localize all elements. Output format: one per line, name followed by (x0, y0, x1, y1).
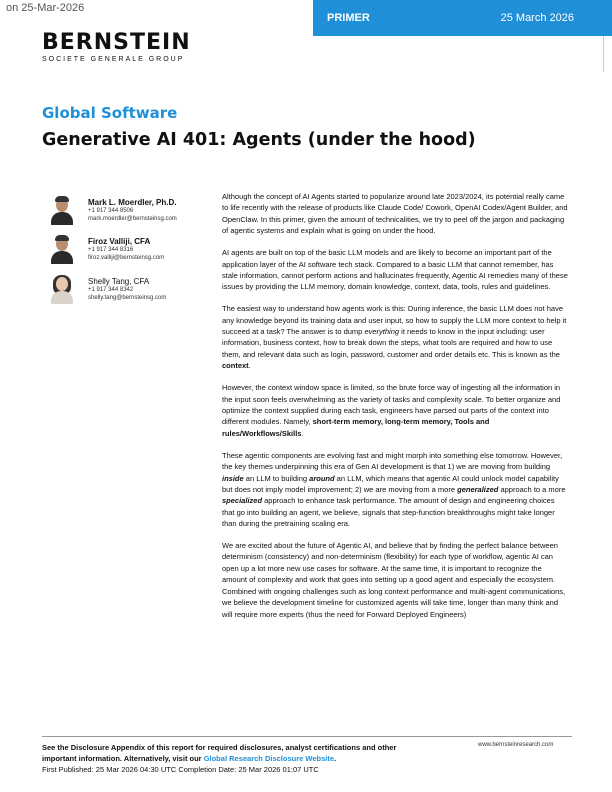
report-title: Generative AI 401: Agents (under the hood) (42, 130, 476, 150)
analyst-phone: +1 917 344 8506 (88, 208, 134, 214)
sector-heading: Global Software (42, 104, 178, 122)
side-tab (603, 36, 612, 72)
analyst-email[interactable]: mark.moerdler@bernsteinsg.com (88, 216, 177, 222)
paragraph: These agentic components are evolving fast and might morph into something else tomorrow. However, the key themes underpinning this era of Gen AI development is that 1) we are moving from building inside an LLM to building around an LLM, which means that agentic AI could unlock model capability but does not imply model improvement; 2) we are moving from a more generalized approach to a more specialized approach to enhance task performance. The amount of design and engineering choices that go into building an agent, we believe, signals that step-function breakthroughs might take longer than during the pretraining scaling era. (222, 450, 566, 529)
company-logo-subtitle: SOCIETE GENERALE GROUP (42, 56, 185, 63)
analyst-email[interactable]: firoz.valliji@bernsteinsg.com (88, 255, 165, 261)
paragraph: However, the context window space is limited, so the brute force way of ingesting all the information in the input soon feels overwhelming as the variety of tasks and complexity scale. To better organize and optimize the context supplied during each task, engineers have parsed out parts of the context into different modules. Namely, short-term memory, long-term memory, Tools and rules/Workflows/Skills. (222, 383, 561, 438)
header-bar (313, 0, 612, 36)
publish-info: First Published: 25 Mar 2026 04:30 UTC Completion Date: 25 Mar 2026 01:07 UTC (42, 765, 319, 774)
analyst-email[interactable]: shelly.tang@bernsteinsg.com (88, 295, 167, 301)
report-body (222, 191, 568, 630)
analyst-name: Shelly Tang, CFA (88, 277, 150, 286)
analyst-name: Firoz Valliji, CFA (88, 237, 151, 246)
paragraph: AI agents are built on top of the basic LLM models and are likely to become an important part of the application layer of the AI software tech stack. Compared to a basic LLM that cannot remember, has stale information, cannot perform actions and hallucinates frequently, Agentic AI remedies many of these issues by providing the LLM memory, domain knowledge, context, data, tools, rules and guidelines. (222, 248, 568, 292)
disclosure-line: important information. Alternatively, visit our Global Research Disclosure Website. (42, 754, 337, 763)
disclosure-line: See the Disclosure Appendix of this report for required disclosures, analyst certifications and other (42, 743, 397, 752)
company-logo: BERNSTEIN (42, 30, 191, 55)
paragraph: Although the concept of AI Agents started to popularize around late 2023/2024, its potential really came to life recently with the release of products like Claude Code/ Cowork, OpenAI Codex/Agent Builder, and OpenClaw. In this primer, given the amount of technicalities, we try to peel off the jargon and packaging of agentic systems and explain what is going on under the hood. (222, 192, 568, 236)
website-link[interactable]: www.bernsteinresearch.com (478, 742, 554, 748)
doc-type-label: PRIMER (327, 12, 370, 24)
doc-date: 25 March 2026 (500, 12, 574, 24)
disclosure-website-link[interactable]: Global Research Disclosure Website (203, 754, 335, 763)
watermark-date: on 25-Mar-2026 (6, 2, 85, 14)
analyst-photo (48, 234, 76, 264)
analyst-photo (48, 274, 76, 304)
disclosure-footer (42, 742, 442, 775)
analyst-phone: +1 917 344 8316 (88, 247, 134, 253)
analyst-name: Mark L. Moerdler, Ph.D. (88, 198, 177, 207)
footer-divider (42, 736, 572, 737)
paragraph: The easiest way to understand how agents work is this: During inference, the basic LLM does not have any knowledge beyond its training data and user input, so how to supply the LLM more context to help it succeed at a task? The answer is to dump everything it needs to know in the input including: user information, business context, how to break down the steps, what tools are required and how to use them, and relevant data such as login, password, customer and order details etc. This is known as the context. (222, 304, 567, 371)
analyst-phone: +1 917 344 8342 (88, 287, 134, 293)
analyst-photo (48, 195, 76, 225)
paragraph: We are excited about the future of Agentic AI, and believe that by finding the perfect balance between determinism (consistency) and non-determinism (flexibility) for each type of workflow, agentic AI can open up a lot more new use cases for software. At the same time, it is important to recognize the amount of complexity and work that goes into setting up a good agent and especially the ecosystem. Combined with ongoing challenges such as long context performance and multi-agent communications, we believe the development timeline for customized agents will take time, longer than many think and will require more experts (thus the need for Forward Deployed Engineers) (222, 541, 566, 619)
